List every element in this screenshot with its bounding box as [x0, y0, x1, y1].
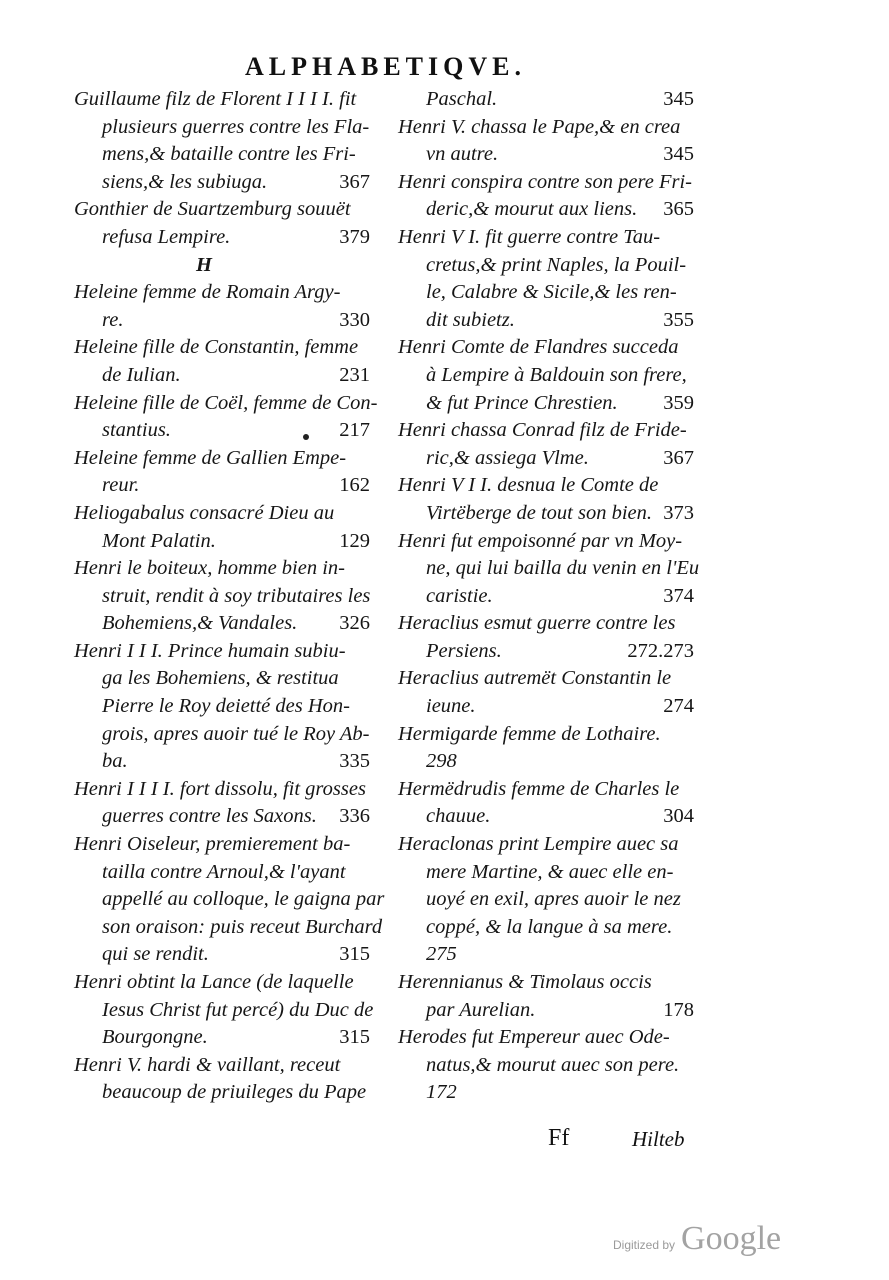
index-line-text: plusieurs guerres contre les Fla- [102, 115, 370, 138]
index-line [398, 914, 698, 942]
index-line-text: uoyé en exil, apres auoir le nez [426, 888, 681, 911]
index-line-text: Bourgongne. [102, 1026, 208, 1049]
index-line-text: Virtëberge de tout son bien. [426, 501, 653, 524]
index-line [398, 528, 698, 556]
index-line [74, 169, 374, 197]
index-line [74, 831, 374, 859]
signature-mark: Ff [548, 1125, 570, 1151]
index-line-text: Henri le boiteux, homme bien in- [74, 557, 345, 580]
index-line [398, 831, 698, 859]
page-reference: 336 [339, 805, 370, 828]
index-line [398, 334, 698, 362]
index-line [74, 969, 374, 997]
catchword: Hilteb [632, 1127, 685, 1151]
index-line [74, 1079, 374, 1107]
index-line-text: Heraclius autremët Constantin le [398, 667, 672, 690]
page-reference: 315 [339, 1026, 370, 1049]
index-line [74, 638, 374, 666]
index-line-text: struit, rendit à soy tributaires les [102, 584, 371, 607]
index-line [74, 417, 374, 445]
index-line-text: caristie. [426, 584, 493, 607]
index-line-text: mens,& bataille contre les Fri- [102, 143, 356, 166]
index-line-text: appellé au colloque, le gaigna par [102, 888, 385, 911]
index-line [74, 555, 374, 583]
index-line-text: Henri obtint la Lance (de laquelle [74, 971, 354, 993]
google-logo: Google [681, 1220, 782, 1257]
index-line [398, 803, 698, 831]
index-line-text: chauue. [426, 805, 491, 828]
index-line-text: Herodes fut Empereur auec Ode- [398, 1026, 670, 1049]
index-line-text: 275 [426, 943, 457, 966]
index-line [74, 86, 374, 114]
index-line-text: refusa Lempire. [102, 225, 231, 248]
index-line-text: tailla contre Arnoul,& l'ayant [102, 860, 346, 883]
digitized-watermark [613, 1220, 781, 1258]
index-line-text: & fut Prince Chrestien. [426, 391, 618, 414]
index-line-text: re. [102, 308, 124, 331]
index-line [74, 997, 374, 1025]
index-line-text: 172 [426, 1081, 457, 1104]
index-line-text: Heraclius esmut guerre contre les [398, 612, 676, 635]
index-line-text: ga les Bohemiens, & restitua [102, 667, 339, 690]
index-line-text: siens,& les subiuga. [102, 170, 268, 193]
index-line-text: guerres contre les Saxons. [102, 805, 317, 828]
index-line-text: cretus,& print Naples, la Pouil- [426, 253, 687, 276]
index-line [74, 776, 374, 804]
ink-dot [303, 434, 309, 440]
page-reference: 304 [663, 805, 694, 828]
index-line [398, 886, 698, 914]
index-line [74, 1052, 374, 1080]
index-line-text: Iesus Christ fut percé) du Duc de [102, 998, 374, 1021]
index-line-text: Paschal. [426, 88, 498, 110]
index-line [74, 583, 374, 611]
index-line-text: dit subietz. [426, 308, 515, 331]
index-line [398, 997, 698, 1025]
page-reference: 315 [339, 943, 370, 966]
index-line-text: stantius. [102, 419, 171, 442]
index-line [398, 169, 698, 197]
index-line [398, 472, 698, 500]
index-line-text: par Aurelian. [426, 998, 536, 1021]
index-line [74, 500, 374, 528]
index-line-text: le, Calabre & Sicile,& les ren- [426, 281, 677, 304]
index-line [398, 114, 698, 142]
index-line [398, 555, 698, 583]
page-reference: 231 [339, 363, 370, 386]
index-line-text: son oraison: puis receut Burchard [102, 915, 383, 938]
index-line [398, 307, 698, 335]
index-line-text: grois, apres auoir tué le Roy Ab- [102, 722, 370, 745]
index-line [398, 500, 698, 528]
index-line [74, 196, 374, 224]
index-line-text: Gonthier de Suartzemburg souuët [74, 198, 351, 221]
page-reference: 345 [663, 143, 694, 166]
page-reference: 345 [663, 88, 694, 110]
index-line-text: Bohemiens,& Vandales. [102, 612, 298, 635]
index-line [74, 665, 374, 693]
page-reference: 367 [663, 446, 694, 469]
index-line-text: Heleine femme de Gallien Empe- [74, 446, 347, 469]
page-header: ALPHABETIQVE. [245, 52, 526, 81]
index-line [74, 362, 374, 390]
index-line [74, 472, 374, 500]
page-reference: 367 [339, 170, 370, 193]
index-line-text: Henri V I I. desnua le Comte de [398, 474, 659, 497]
index-line [398, 610, 698, 638]
page-reference: 274 [663, 695, 694, 718]
index-line-text: ne, qui lui bailla du venin en l'Eu [426, 557, 700, 580]
index-line [398, 721, 698, 749]
index-line [398, 362, 698, 390]
page-reference: 330 [339, 308, 370, 331]
index-line-text: ieune. [426, 695, 476, 718]
index-line-text: ba. [102, 750, 128, 773]
index-line-text: à Lempire à Baldouin son frere, [426, 363, 687, 386]
index-line-text: Henri Oiseleur, premierement ba- [74, 833, 351, 856]
index-line-text: Pierre le Roy deietté des Hon- [102, 695, 350, 718]
page-reference: 379 [339, 225, 370, 248]
index-line-text: natus,& mourut auec son pere. [426, 1053, 680, 1076]
index-line [74, 941, 374, 969]
index-line [398, 224, 698, 252]
index-line [398, 941, 698, 969]
index-line [398, 748, 698, 776]
index-line-text: Henri fut empoisonné par vn Moy- [398, 529, 683, 552]
index-line [398, 693, 698, 721]
page-reference: 359 [663, 391, 694, 414]
index-line [74, 803, 374, 831]
index-line [398, 417, 698, 445]
index-line-text: Henri V. chassa le Pape,& en crea [398, 115, 681, 138]
watermark-prefix: Digitized by [613, 1238, 676, 1252]
index-line-text: reur. [102, 474, 140, 497]
page-reference: 178 [663, 998, 694, 1021]
page-reference: 335 [339, 750, 370, 773]
index-column-left [74, 86, 385, 1107]
index-line [74, 1024, 374, 1052]
index-line-text: Henri chassa Conrad filz de Fride- [398, 419, 687, 442]
index-line-text: Guillaume filz de Florent I I I I. fit [74, 88, 357, 110]
index-line [74, 886, 385, 914]
index-line-text: Henri I I I. Prince humain subiu- [74, 639, 346, 662]
section-letter [74, 252, 374, 280]
index-line [74, 224, 374, 252]
index-line [398, 279, 698, 307]
index-line [74, 610, 374, 638]
index-line-text: Mont Palatin. [102, 529, 216, 552]
index-line [74, 528, 374, 556]
index-line-text: Heraclonas print Lempire auec sa [398, 833, 679, 856]
index-line [398, 445, 698, 473]
index-line-text: Henri V I. fit guerre contre Tau- [398, 225, 661, 248]
index-line-text: vn autre. [426, 143, 499, 166]
index-line-text: Heleine fille de Constantin, femme [74, 336, 359, 359]
index-line-text: Heliogabalus consacré Dieu au [74, 501, 335, 524]
index-line-text: Henri Comte de Flandres succeda [398, 336, 679, 359]
index-line [398, 859, 698, 887]
page-reference: 217 [339, 419, 370, 442]
index-line [74, 141, 374, 169]
index-column-right [398, 86, 698, 1107]
index-line-text: Henri V. hardi & vaillant, receut [74, 1053, 341, 1076]
index-line-text: 298 [426, 750, 457, 773]
index-line-text: ric,& assiega Vlme. [426, 446, 589, 469]
index-line-text: de Iulian. [102, 363, 181, 386]
index-line [74, 693, 374, 721]
index-line-text: Hermëdrudis femme de Charles le [398, 777, 680, 800]
index-line-text: Herennianus & Timolaus occis [398, 971, 652, 993]
index-line [398, 252, 698, 280]
index-line [398, 1079, 698, 1107]
index-line [74, 307, 374, 335]
page-reference: 129 [339, 529, 370, 552]
index-line [74, 390, 378, 418]
index-line-text: Heleine fille de Coël, femme de Con- [74, 391, 378, 414]
index-line [398, 665, 698, 693]
index-line [74, 334, 374, 362]
index-line [74, 859, 374, 887]
index-line-text: Henri I I I I. fort dissolu, fit grosses [74, 777, 366, 800]
index-line-text: deric,& mourut aux liens. [426, 198, 638, 221]
index-line-text: mere Martine, & auec elle en- [426, 860, 674, 883]
index-line [398, 1052, 698, 1080]
index-line-text: Henri conspira contre son pere Fri- [398, 170, 692, 193]
page-reference: 272.273 [627, 639, 694, 662]
page-reference: 374 [663, 584, 694, 607]
page-reference: 373 [663, 501, 694, 524]
index-line [74, 748, 374, 776]
index-line [398, 1024, 698, 1052]
page-reference: 365 [663, 198, 694, 221]
index-line-text: Hermigarde femme de Lothaire. [398, 722, 661, 745]
index-line [74, 914, 383, 942]
index-line-text: Persiens. [426, 639, 502, 662]
index-line [398, 86, 698, 114]
index-line-text: Heleine femme de Romain Argy- [74, 281, 341, 304]
index-line-text: beaucoup de priuileges du Pape [102, 1081, 367, 1104]
index-line [74, 445, 374, 473]
index-line [398, 390, 698, 418]
page-reference: 162 [339, 474, 370, 497]
index-line [398, 583, 698, 611]
index-line [398, 776, 698, 804]
index-line-text: H [196, 253, 212, 276]
index-line [74, 721, 374, 749]
page-reference: 355 [663, 308, 694, 331]
index-line [398, 141, 698, 169]
index-line [398, 196, 698, 224]
index-line-text: qui se rendit. [102, 943, 209, 966]
index-line [398, 969, 698, 997]
index-line-text: coppé, & la langue à sa mere. [426, 915, 673, 938]
page-reference: 326 [339, 612, 370, 635]
index-line [74, 114, 374, 142]
index-line [398, 638, 698, 666]
index-line [74, 279, 374, 307]
